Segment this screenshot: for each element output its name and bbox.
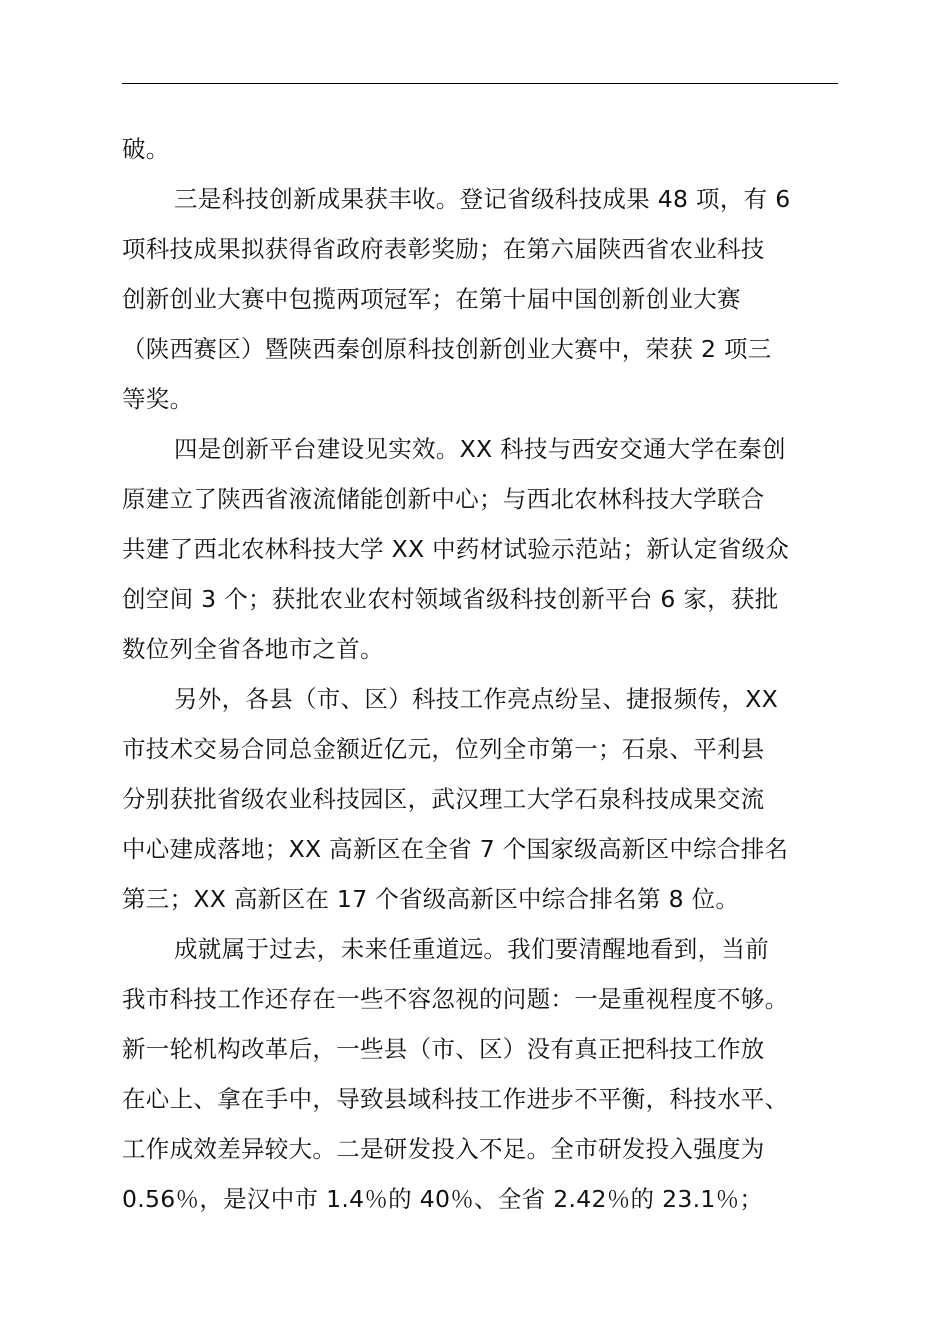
text-line: 在心上、拿在手中，导致县域科技工作进步不平衡，科技水平、	[122, 1085, 789, 1113]
text-line: 破。	[122, 135, 170, 163]
text-line: 新一轮机构改革后，一些县（市、区）没有真正把科技工作放	[122, 1035, 765, 1063]
text-line: 共建了西北农林科技大学 XX 中药材试验示范站；新认定省级众	[122, 535, 790, 563]
text-line: 0.56％，是汉中市 1.4％的 40％、全省 2.42％的 23.1％；	[122, 1185, 764, 1213]
text-line: 数位列全省各地市之首。	[122, 635, 384, 663]
text-line: 我市科技工作还存在一些不容忽视的问题：一是重视程度不够。	[122, 985, 789, 1013]
text-line: 项科技成果拟获得省政府表彰奖励；在第六届陕西省农业科技	[122, 235, 765, 263]
text-line: 另外，各县（市、区）科技工作亮点纷呈、捷报频传，XX	[174, 685, 778, 713]
text-line: 成就属于过去，未来任重道远。我们要清醒地看到，当前	[174, 935, 769, 963]
text-line: 分别获批省级农业科技园区，武汉理工大学石泉科技成果交流	[122, 785, 765, 813]
text-line: 原建立了陕西省液流储能创新中心；与西北农林科技大学联合	[122, 485, 765, 513]
text-line: 等奖。	[122, 385, 194, 413]
text-line: （陕西赛区）暨陕西秦创原科技创新创业大赛中，荣获 2 项三	[122, 335, 772, 363]
text-line: 三是科技创新成果获丰收。登记省级科技成果 48 项，有 6	[174, 185, 791, 213]
text-line: 中心建成落地；XX 高新区在全省 7 个国家级高新区中综合排名	[122, 835, 789, 863]
text-line: 四是创新平台建设见实效。XX 科技与西安交通大学在秦创	[174, 435, 786, 463]
text-line: 市技术交易合同总金额近亿元，位列全市第一；石泉、平利县	[122, 735, 765, 763]
header-rule	[122, 83, 838, 84]
text-line: 工作成效差异较大。二是研发投入不足。全市研发投入强度为	[122, 1135, 765, 1163]
text-line: 创新创业大赛中包揽两项冠军；在第十届中国创新创业大赛	[122, 285, 741, 313]
text-line: 第三；XX 高新区在 17 个省级高新区中综合排名第 8 位。	[122, 885, 740, 913]
text-line: 创空间 3 个；获批农业农村领域省级科技创新平台 6 家，获批	[122, 585, 779, 613]
